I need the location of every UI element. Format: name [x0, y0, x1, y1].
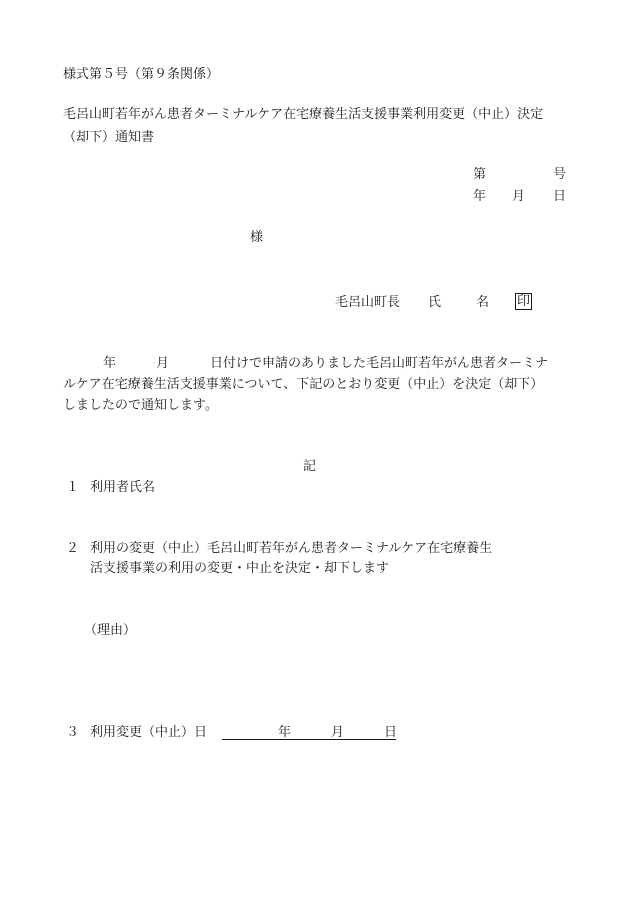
issue-date-year: 年 — [473, 189, 487, 204]
item-1-label: 利用者氏名 — [90, 480, 156, 495]
item-3-label: 利用変更（中止）日 — [90, 725, 208, 740]
item-3-year: 年 — [278, 725, 292, 740]
title-line-1: 毛呂山町若年がん患者ターミナルケア在宅療養生活支援事業利用変更（中止）決定 — [63, 107, 544, 122]
item-2-number: ２ — [66, 541, 80, 556]
item-3-month: 月 — [331, 725, 345, 740]
sender-title: 毛呂山町長 — [335, 295, 401, 310]
seal-mark: 印 — [517, 294, 531, 309]
issue-date-day: 日 — [553, 189, 567, 204]
body-line-3: しましたので通知します。 — [63, 398, 218, 413]
addressee-suffix: 様 — [250, 230, 264, 245]
item-3-number: ３ — [66, 725, 80, 740]
body-line-1: 日付けで申請のありました毛呂山町若年がん患者ターミナ — [210, 356, 549, 371]
body-line-2: ルケア在宅療養生活支援事業について、下記のとおり変更（中止）を決定（却下） — [63, 377, 544, 392]
body-year: 年 — [103, 356, 117, 371]
item-2-line-1: 利用の変更（中止）毛呂山町若年がん患者ターミナルケア在宅療養生 — [90, 541, 493, 556]
issue-date-month: 月 — [512, 189, 526, 204]
item-3-day: 日 — [384, 725, 398, 740]
form-number: 様式第５号（第９条関係） — [63, 67, 220, 82]
item-3-date-underline — [222, 739, 396, 740]
item-1-number: １ — [66, 480, 80, 495]
reason-label: （理由） — [84, 623, 137, 638]
ki-heading: 記 — [303, 459, 317, 474]
doc-no-prefix: 第 — [473, 167, 487, 182]
item-2-line-2: 活支援事業の利用の変更・中止を決定・却下します — [90, 561, 390, 576]
sender-mei: 名 — [476, 295, 490, 310]
sender-shi: 氏 — [428, 295, 442, 310]
title-line-2: （却下）通知書 — [63, 130, 155, 145]
body-month: 月 — [156, 356, 170, 371]
doc-no-suffix: 号 — [553, 167, 567, 182]
